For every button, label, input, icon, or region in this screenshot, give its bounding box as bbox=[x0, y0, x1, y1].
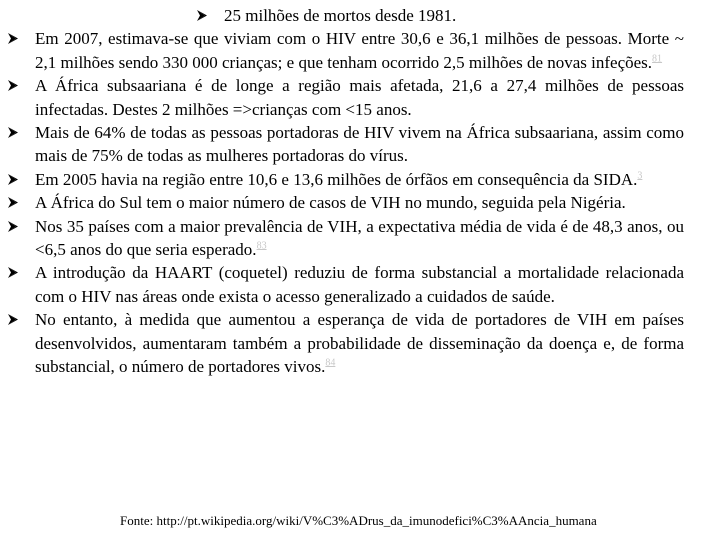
bullet-text: 25 milhões de mortos desde 1981. bbox=[224, 6, 457, 25]
bullet-item bbox=[6, 27, 684, 74]
arrow-bullet-icon bbox=[6, 261, 24, 284]
bullet-item bbox=[6, 168, 684, 191]
arrow-bullet-icon bbox=[195, 4, 213, 27]
bullet-text: Em 2005 havia na região entre 10,6 e 13,6 milhões de órfãos em consequência da SIDA. bbox=[35, 169, 638, 189]
bullet-item bbox=[6, 74, 684, 121]
footnote-ref-link[interactable]: 81 bbox=[652, 53, 663, 65]
footnote-ref-link[interactable]: 83 bbox=[256, 240, 267, 252]
arrow-bullet-icon bbox=[6, 121, 24, 144]
arrow-bullet-icon bbox=[6, 308, 24, 331]
arrow-bullet-icon bbox=[6, 191, 24, 214]
arrow-bullet-icon bbox=[6, 74, 24, 97]
bullet-list bbox=[6, 4, 684, 379]
source-citation: Fonte: http://pt.wikipedia.org/wiki/V%C3%ADrus_da_imunodefici%C3%AAncia_humana bbox=[120, 513, 597, 528]
bullet-item bbox=[6, 121, 684, 168]
bullet-text: A África do Sul tem o maior número de casos de VIH no mundo, seguida pela Nigéria. bbox=[35, 193, 626, 213]
arrow-bullet-icon bbox=[6, 215, 24, 238]
bullet-item bbox=[6, 4, 684, 27]
bullet-item bbox=[6, 191, 684, 214]
bullet-text: No entanto, à medida que aumentou a esperança de vida de portadores de VIH em países desenvolvidos, aumentaram também a probabilidade de disseminação da doença e, de forma substancial, o número de portadores vivos. bbox=[35, 310, 684, 377]
arrow-bullet-icon bbox=[6, 168, 24, 191]
bullet-item bbox=[6, 215, 684, 262]
bullet-text: Nos 35 países com a maior prevalência de VIH, a expectativa média de vida é de 48,3 anos, ou <6,5 anos do que seria esperado. bbox=[35, 216, 684, 260]
bullet-text: A África subsaariana é de longe a região mais afetada, 21,6 a 27,4 milhões de pessoas infectadas. Destes 2 milhões =>crianças com <15 anos. bbox=[35, 76, 684, 119]
footnote-ref-link[interactable]: 3 bbox=[637, 170, 643, 182]
bullet-text: A introdução da HAART (coquetel) reduziu de forma substancial a mortalidade relacionada com o HIV nas áreas onde exista o acesso generalizado a cuidados de saúde. bbox=[35, 263, 684, 306]
bullet-item bbox=[6, 308, 684, 378]
bullet-text: Em 2007, estimava-se que viviam com o HIV entre 30,6 e 36,1 milhões de pessoas. Morte ~ 2,1 milhões sendo 330 000 crianças; e que tenham ocorrido 2,5 milhões de novas infeções. bbox=[35, 29, 684, 72]
arrow-bullet-icon bbox=[6, 27, 24, 50]
bullet-text: Mais de 64% de todas as pessoas portadoras de HIV vivem na África subsaariana, assim como mais de 75% de todas as mulheres portadoras do vírus. bbox=[35, 123, 684, 166]
bullet-item bbox=[6, 261, 684, 308]
footnote-ref-link[interactable]: 84 bbox=[325, 357, 336, 369]
